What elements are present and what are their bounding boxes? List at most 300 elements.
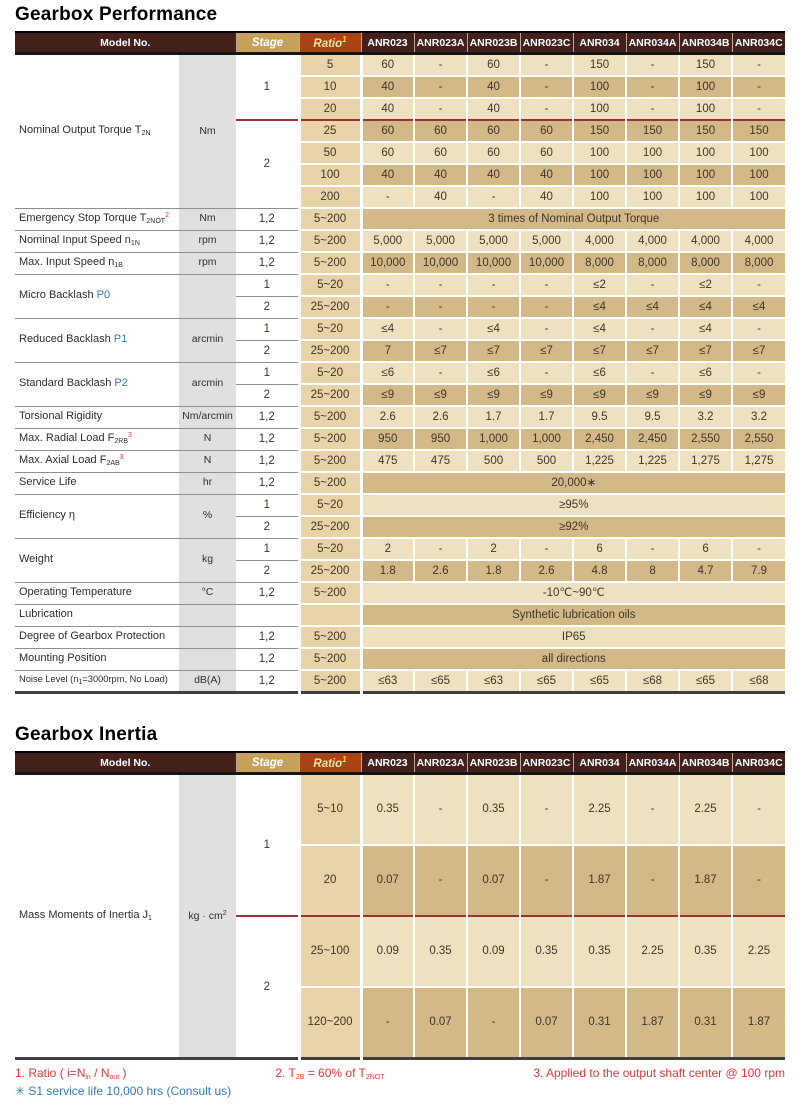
data-cell: ≤9 <box>414 384 467 406</box>
data-cell-merged: ≥95% <box>361 494 785 516</box>
text: 1. Ratio ( i=N <box>15 1066 86 1080</box>
row-label <box>15 626 179 648</box>
data-cell: - <box>626 98 679 120</box>
data-cell: - <box>361 186 414 208</box>
stage-cell: 2 <box>236 916 299 1059</box>
row-label <box>15 472 179 494</box>
data-cell: ≤4 <box>573 318 626 340</box>
text-sub: 2B <box>295 1074 305 1081</box>
ratio-cell: 5~200 <box>299 428 361 450</box>
data-cell: 2.6 <box>414 406 467 428</box>
text: Operating Temperature <box>19 586 132 599</box>
footnotes-row <box>15 1066 785 1081</box>
data-cell: 10,000 <box>361 252 414 274</box>
data-cell: 60 <box>467 142 520 164</box>
stage-cell: 1,2 <box>236 450 299 472</box>
text-sub: in <box>85 1074 91 1081</box>
data-cell: 1.87 <box>679 845 732 916</box>
data-cell: - <box>732 362 785 384</box>
text: Weight <box>19 553 54 566</box>
data-cell: 100 <box>679 186 732 208</box>
data-cell: - <box>626 774 679 846</box>
data-cell: 150 <box>732 120 785 142</box>
unit-cell <box>179 318 236 362</box>
footnote-load-condition <box>533 1066 785 1081</box>
data-cell: - <box>520 98 573 120</box>
stage-header: Stage <box>236 752 299 774</box>
data-cell: ≤7 <box>626 340 679 362</box>
ratio-cell: 5~200 <box>299 626 361 648</box>
col-header-ANR023C: ANR023C <box>520 752 573 774</box>
col-header-ANR023C: ANR023C <box>520 32 573 54</box>
data-cell: - <box>626 538 679 560</box>
ratio-cell: 5~200 <box>299 648 361 670</box>
data-cell: 40 <box>467 76 520 98</box>
data-cell: 0.31 <box>573 987 626 1059</box>
data-cell: 0.07 <box>414 987 467 1059</box>
row-label <box>15 406 179 428</box>
data-cell: 2,450 <box>626 428 679 450</box>
data-cell: - <box>467 274 520 296</box>
data-cell: 9.5 <box>573 406 626 428</box>
text: Efficiency η <box>19 509 76 522</box>
data-cell: 9.5 <box>626 406 679 428</box>
ratio-cell: 5~20 <box>299 538 361 560</box>
row-label <box>15 230 179 252</box>
data-cell: 0.09 <box>467 916 520 987</box>
stage-cell: 2 <box>236 384 299 406</box>
ratio-cell: 25~200 <box>299 384 361 406</box>
data-cell: ≤65 <box>573 670 626 693</box>
data-cell: 1.7 <box>467 406 520 428</box>
stage-cell <box>236 604 299 626</box>
data-cell: ≤4 <box>573 296 626 318</box>
data-cell-merged: all directions <box>361 648 785 670</box>
text: Nm <box>199 124 216 137</box>
data-cell: 2.25 <box>679 774 732 846</box>
data-cell: 475 <box>361 450 414 472</box>
data-cell: - <box>414 274 467 296</box>
data-cell: 0.35 <box>679 916 732 987</box>
data-cell: 1.8 <box>361 560 414 582</box>
data-cell: 1,000 <box>467 428 520 450</box>
stage-cell: 2 <box>236 296 299 318</box>
data-cell: ≤4 <box>361 318 414 340</box>
text-sup: 1 <box>342 35 347 44</box>
stage-cell: 1 <box>236 362 299 384</box>
text: Nominal Output Torque T <box>19 124 142 137</box>
data-cell: 40 <box>414 186 467 208</box>
data-cell: - <box>626 318 679 340</box>
data-cell: 150 <box>679 54 732 77</box>
data-cell: 60 <box>467 54 520 77</box>
stage-header: Stage <box>236 32 299 54</box>
data-cell: 0.35 <box>414 916 467 987</box>
data-cell: ≤65 <box>414 670 467 693</box>
ratio-cell: 5~200 <box>299 406 361 428</box>
data-cell: ≤7 <box>414 340 467 362</box>
data-cell: ≤68 <box>626 670 679 693</box>
data-cell: 1,225 <box>626 450 679 472</box>
data-cell: - <box>520 54 573 77</box>
text-sub: 2RB <box>114 438 129 446</box>
data-cell: - <box>732 318 785 340</box>
data-cell-merged: ≥92% <box>361 516 785 538</box>
unit-cell <box>179 604 236 626</box>
data-cell-merged: 3 times of Nominal Output Torque <box>361 208 785 230</box>
col-header-ANR034B: ANR034B <box>679 752 732 774</box>
performance-table <box>15 31 785 694</box>
stage-cell: 1,2 <box>236 582 299 604</box>
stage-cell: 1,2 <box>236 626 299 648</box>
text: P0 <box>96 289 111 302</box>
row-label <box>15 604 179 626</box>
ratio-cell: 5 <box>299 54 361 77</box>
text: Mounting Position <box>19 652 107 665</box>
data-cell: 4,000 <box>732 230 785 252</box>
data-cell: 100 <box>573 76 626 98</box>
data-cell: 10,000 <box>414 252 467 274</box>
data-cell: 0.07 <box>467 845 520 916</box>
data-cell: 6 <box>679 538 732 560</box>
data-cell: 8,000 <box>732 252 785 274</box>
text: Ratio <box>313 758 343 770</box>
data-cell: 5,000 <box>414 230 467 252</box>
ratio-cell: 10 <box>299 76 361 98</box>
text: N <box>203 432 212 445</box>
text: 2. T <box>275 1066 296 1080</box>
data-cell: 7 <box>361 340 414 362</box>
row-label <box>15 318 179 362</box>
ratio-cell: 5~20 <box>299 362 361 384</box>
data-cell: ≤6 <box>679 362 732 384</box>
data-cell: 1,275 <box>679 450 732 472</box>
text: % <box>202 509 213 522</box>
data-cell: - <box>520 538 573 560</box>
data-cell: 1.87 <box>732 987 785 1059</box>
unit-cell <box>179 774 236 1059</box>
data-cell: - <box>732 538 785 560</box>
ratio-cell: 5~200 <box>299 208 361 230</box>
ratio-cell: 5~200 <box>299 582 361 604</box>
text: N <box>203 454 212 467</box>
data-cell: 100 <box>573 164 626 186</box>
text: Max. Radial Load F <box>19 432 115 445</box>
data-cell: - <box>732 76 785 98</box>
col-header-ANR034C: ANR034C <box>732 32 785 54</box>
data-cell: ≤2 <box>679 274 732 296</box>
data-cell: 2.6 <box>361 406 414 428</box>
ratio-cell: 5~200 <box>299 670 361 693</box>
data-cell: 950 <box>414 428 467 450</box>
data-cell: - <box>467 186 520 208</box>
data-cell: 100 <box>679 76 732 98</box>
col-header-ANR034: ANR034 <box>573 752 626 774</box>
text: Max. Input Speed n <box>19 255 115 268</box>
ratio-cell <box>299 604 361 626</box>
data-cell: ≤2 <box>573 274 626 296</box>
col-header-ANR023: ANR023 <box>361 752 414 774</box>
text: arcmin <box>191 377 224 390</box>
data-cell: 8,000 <box>573 252 626 274</box>
ratio-cell: 5~20 <box>299 318 361 340</box>
data-cell: 100 <box>732 142 785 164</box>
data-cell: 40 <box>467 98 520 120</box>
data-cell-merged: -10℃~90℃ <box>361 582 785 604</box>
text-sub: 1 <box>78 679 83 687</box>
data-cell: 0.09 <box>361 916 414 987</box>
col-header-ANR034A: ANR034A <box>626 32 679 54</box>
data-cell: 4,000 <box>679 230 732 252</box>
data-cell: 60 <box>414 120 467 142</box>
text: =3000rpm, No Load) <box>82 674 168 685</box>
inertia-table <box>15 751 785 1060</box>
text-sup: 2 <box>165 212 169 220</box>
data-cell: - <box>414 845 467 916</box>
data-cell: - <box>414 296 467 318</box>
data-cell: - <box>626 362 679 384</box>
data-cell: 1.87 <box>626 987 679 1059</box>
data-cell: ≤4 <box>732 296 785 318</box>
data-cell: 60 <box>361 120 414 142</box>
text: Max. Axial Load F <box>19 454 107 467</box>
text-sub: 2NOT <box>146 218 166 226</box>
text: Emergency Stop Torque T <box>19 212 147 225</box>
text: rpm <box>198 256 217 269</box>
data-cell: - <box>520 318 573 340</box>
data-cell-merged: 20,000∗ <box>361 472 785 494</box>
data-cell: ≤68 <box>732 670 785 693</box>
stage-cell: 1,2 <box>236 428 299 450</box>
unit-cell <box>179 54 236 209</box>
stage-cell: 1 <box>236 274 299 296</box>
data-cell: ≤9 <box>626 384 679 406</box>
stage-cell: 1,2 <box>236 670 299 693</box>
unit-cell <box>179 362 236 406</box>
data-cell: 3.2 <box>732 406 785 428</box>
text: ✳ S1 service life 10,000 hrs (Consult us) <box>15 1084 232 1098</box>
data-cell: ≤4 <box>626 296 679 318</box>
text: Ratio <box>313 38 343 50</box>
data-cell: 2,450 <box>573 428 626 450</box>
text: Micro Backlash <box>19 289 97 302</box>
data-cell: 40 <box>520 164 573 186</box>
text: arcmin <box>191 333 224 346</box>
unit-cell <box>179 428 236 450</box>
data-cell: 1.7 <box>520 406 573 428</box>
data-cell: 100 <box>679 142 732 164</box>
data-cell: 0.07 <box>520 987 573 1059</box>
text: Standard Backlash <box>19 377 115 390</box>
data-cell: - <box>732 98 785 120</box>
data-cell: 2.6 <box>520 560 573 582</box>
text: Lubrication <box>19 608 73 621</box>
unit-cell <box>179 582 236 604</box>
ratio-cell: 50 <box>299 142 361 164</box>
unit-cell <box>179 538 236 582</box>
stage-cell: 1,2 <box>236 648 299 670</box>
data-cell: 500 <box>520 450 573 472</box>
unit-cell <box>179 230 236 252</box>
col-header-ANR034C: ANR034C <box>732 752 785 774</box>
ratio-cell: 120~200 <box>299 987 361 1059</box>
text-sub: 2AB <box>106 460 120 468</box>
data-cell: 0.35 <box>573 916 626 987</box>
ratio-cell: 5~20 <box>299 494 361 516</box>
stage-cell: 1,2 <box>236 230 299 252</box>
text: Service Life <box>19 476 77 489</box>
data-cell: 40 <box>361 164 414 186</box>
unit-cell <box>179 406 236 428</box>
stage-cell: 2 <box>236 560 299 582</box>
data-cell: ≤7 <box>520 340 573 362</box>
text: Nominal Input Speed n <box>19 233 131 246</box>
data-cell: - <box>520 774 573 846</box>
footnote-ratio-definition <box>15 1066 127 1081</box>
data-cell: 8 <box>626 560 679 582</box>
stage-cell: 1,2 <box>236 406 299 428</box>
unit-cell <box>179 252 236 274</box>
data-cell: ≤7 <box>573 340 626 362</box>
data-cell: 950 <box>361 428 414 450</box>
text: P2 <box>114 377 128 390</box>
text-sub: 1B <box>114 261 123 269</box>
text: dB(A) <box>194 674 221 687</box>
data-cell: ≤6 <box>467 362 520 384</box>
data-cell: 100 <box>626 186 679 208</box>
data-cell: 6 <box>573 538 626 560</box>
data-cell: 8,000 <box>626 252 679 274</box>
data-cell: - <box>626 274 679 296</box>
ratio-cell: 25~200 <box>299 516 361 538</box>
ratio-cell: 5~200 <box>299 472 361 494</box>
data-cell: 5,000 <box>520 230 573 252</box>
data-cell: - <box>520 845 573 916</box>
data-cell-merged: IP65 <box>361 626 785 648</box>
data-cell: - <box>414 98 467 120</box>
text: P1 <box>113 333 128 346</box>
col-header-ANR023: ANR023 <box>361 32 414 54</box>
unit-cell <box>179 494 236 538</box>
ratio-cell: 20 <box>299 98 361 120</box>
ratio-cell: 5~200 <box>299 230 361 252</box>
ratio-cell: 5~200 <box>299 252 361 274</box>
data-cell: 4.7 <box>679 560 732 582</box>
data-cell: 2.25 <box>732 916 785 987</box>
stage-cell: 1,2 <box>236 252 299 274</box>
data-cell: 100 <box>679 98 732 120</box>
text: Nm <box>199 212 216 225</box>
data-cell: 0.35 <box>520 916 573 987</box>
row-label <box>15 582 179 604</box>
text: kg <box>201 553 214 566</box>
text-sub: 1 <box>148 914 152 922</box>
data-cell: 2.6 <box>414 560 467 582</box>
col-header-ANR023A: ANR023A <box>414 752 467 774</box>
data-cell: 100 <box>573 142 626 164</box>
data-cell: - <box>520 362 573 384</box>
data-cell: 2 <box>361 538 414 560</box>
data-cell: ≤7 <box>679 340 732 362</box>
data-cell: ≤9 <box>679 384 732 406</box>
data-cell: - <box>732 54 785 77</box>
data-cell: 60 <box>467 120 520 142</box>
stage-cell: 1,2 <box>236 472 299 494</box>
performance-title: Gearbox Performance <box>15 4 218 25</box>
gearbox-datasheet-page <box>0 4 800 1098</box>
footnotes-row-2 <box>15 1084 785 1098</box>
data-cell: ≤9 <box>520 384 573 406</box>
data-cell: ≤65 <box>679 670 732 693</box>
text: Degree of Gearbox Protection <box>19 630 166 643</box>
stage-cell: 2 <box>236 340 299 362</box>
unit-cell <box>179 450 236 472</box>
ratio-cell: 25~200 <box>299 560 361 582</box>
data-cell: - <box>467 296 520 318</box>
data-cell: 100 <box>732 186 785 208</box>
data-cell: - <box>626 845 679 916</box>
unit-cell <box>179 208 236 230</box>
data-cell: 0.07 <box>361 845 414 916</box>
data-cell: 1.87 <box>573 845 626 916</box>
ratio-cell: 5~20 <box>299 274 361 296</box>
col-header-ANR023B: ANR023B <box>467 752 520 774</box>
data-cell: 60 <box>361 142 414 164</box>
stage-cell: 1 <box>236 538 299 560</box>
text: kg · cm <box>188 909 223 922</box>
data-cell: ≤63 <box>361 670 414 693</box>
ratio-header <box>299 32 361 54</box>
data-cell: 40 <box>520 186 573 208</box>
row-label <box>15 428 179 450</box>
model-no-header: Model No. <box>15 32 236 54</box>
data-cell: ≤6 <box>573 362 626 384</box>
col-header-ANR034: ANR034 <box>573 32 626 54</box>
data-cell: ≤65 <box>520 670 573 693</box>
stage-cell: 2 <box>236 516 299 538</box>
data-cell: - <box>414 362 467 384</box>
data-cell: 60 <box>520 142 573 164</box>
data-cell: 100 <box>573 98 626 120</box>
text: Torsional Rigidity <box>19 410 103 423</box>
data-cell: ≤9 <box>467 384 520 406</box>
row-label <box>15 208 179 230</box>
text-sup: 3 <box>119 454 124 462</box>
data-cell: 5,000 <box>467 230 520 252</box>
data-cell: - <box>361 987 414 1059</box>
data-cell: 0.31 <box>679 987 732 1059</box>
data-cell: 1,275 <box>732 450 785 472</box>
stage-cell: 1 <box>236 54 299 121</box>
data-cell: ≤9 <box>361 384 414 406</box>
data-cell: 2 <box>467 538 520 560</box>
data-cell: 3.2 <box>679 406 732 428</box>
ratio-cell: 20 <box>299 845 361 916</box>
data-cell: 150 <box>573 120 626 142</box>
data-cell: 1.8 <box>467 560 520 582</box>
data-cell: 2.25 <box>626 916 679 987</box>
data-cell: - <box>361 274 414 296</box>
data-cell: 10,000 <box>467 252 520 274</box>
stage-cell: 1 <box>236 774 299 917</box>
col-header-ANR023B: ANR023B <box>467 32 520 54</box>
data-cell: 100 <box>573 186 626 208</box>
data-cell: 150 <box>626 120 679 142</box>
data-cell: - <box>732 774 785 846</box>
data-cell: - <box>626 76 679 98</box>
col-header-ANR034A: ANR034A <box>626 752 679 774</box>
row-label <box>15 450 179 472</box>
